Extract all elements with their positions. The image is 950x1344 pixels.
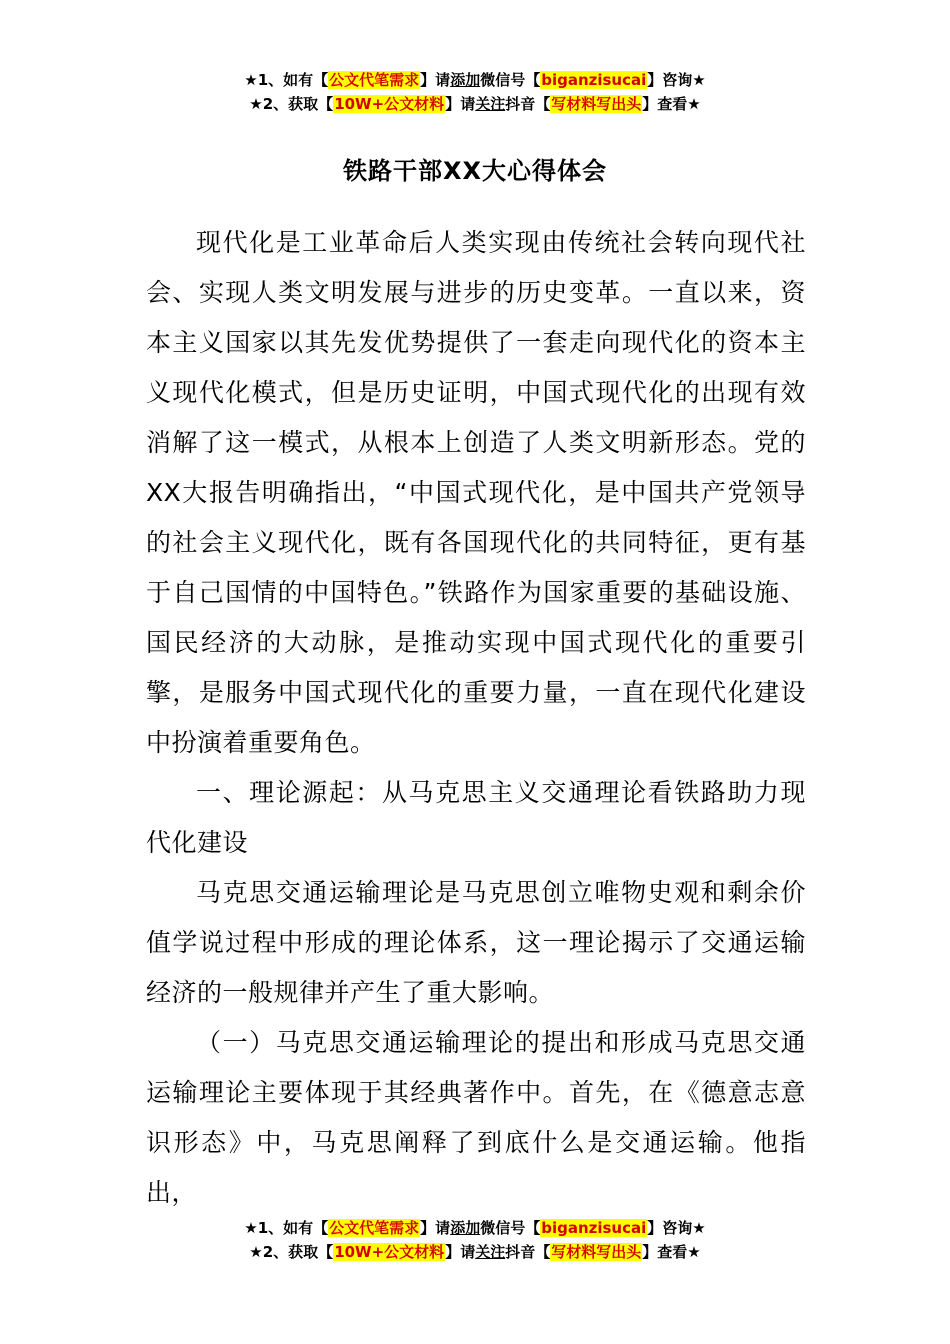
highlight-wechat-id: biganzisucai	[541, 1219, 647, 1237]
document-body	[146, 218, 806, 1218]
paragraph-theory: 马克思交通运输理论是马克思创立唯物史观和剩余价值学说过程中形成的理论体系，这一理论揭示了交通运输经济的一般规律并产生了重大影响。	[146, 878, 806, 1007]
promo-banner-bottom	[0, 1216, 950, 1264]
highlight-douyin-account: 写材料写出头	[551, 95, 642, 113]
highlight-materials: 10W+公文材料	[334, 1243, 445, 1261]
promo-line-2: ★2、获取【10W+公文材料】请关注抖音【写材料写出头】查看★	[249, 95, 701, 113]
highlight-materials: 10W+公文材料	[334, 95, 445, 113]
highlight-douyin-account: 写材料写出头	[551, 1243, 642, 1261]
document-title: 铁路干部XX大心得体会	[342, 157, 607, 185]
highlight-service: 公文代笔需求	[329, 1219, 420, 1237]
underlined-follow: 关注	[475, 95, 506, 113]
highlight-service: 公文代笔需求	[329, 71, 420, 89]
underlined-follow: 关注	[475, 1243, 506, 1261]
underlined-add: 添加	[450, 71, 481, 89]
underlined-add: 添加	[450, 1219, 481, 1237]
promo-line-1: ★1、如有【公文代笔需求】请添加微信号【biganzisucai】咨询★	[244, 71, 706, 89]
promo-line-2: ★2、获取【10W+公文材料】请关注抖音【写材料写出头】查看★	[249, 1243, 701, 1261]
paragraph-intro: 现代化是工业革命后人类实现由传统社会转向现代社会、实现人类文明发展与进步的历史变革。一直以来，资本主义国家以其先发优势提供了一套走向现代化的资本主义现代化模式，但是历史证明，中国式现代化的出现有效消解了这一模式，从根本上创造了人类文明新形态。党的XX大报告明确指出，“中国式现代化，是中国共产党领导的社会主义现代化，既有各国现代化的共同特征，更有基于自己国情的中国特色。”铁路作为国家重要的基础设施、国民经济的大动脉，是推动实现中国式现代化的重要引擎，是服务中国式现代化的重要力量，一直在现代化建设中扮演着重要角色。	[146, 228, 806, 757]
subsection-paragraph: （一）马克思交通运输理论的提出和形成马克思交通运输理论主要体现于其经典著作中。首先，在《德意志意识形态》中，马克思阐释了到底什么是交通运输。他指出，	[146, 1028, 806, 1207]
highlight-wechat-id: biganzisucai	[541, 71, 647, 89]
promo-banner-top	[0, 68, 950, 116]
promo-line-1: ★1、如有【公文代笔需求】请添加微信号【biganzisucai】咨询★	[244, 1219, 706, 1237]
section-heading: 一、理论源起：从马克思主义交通理论看铁路助力现代化建设	[146, 778, 806, 857]
